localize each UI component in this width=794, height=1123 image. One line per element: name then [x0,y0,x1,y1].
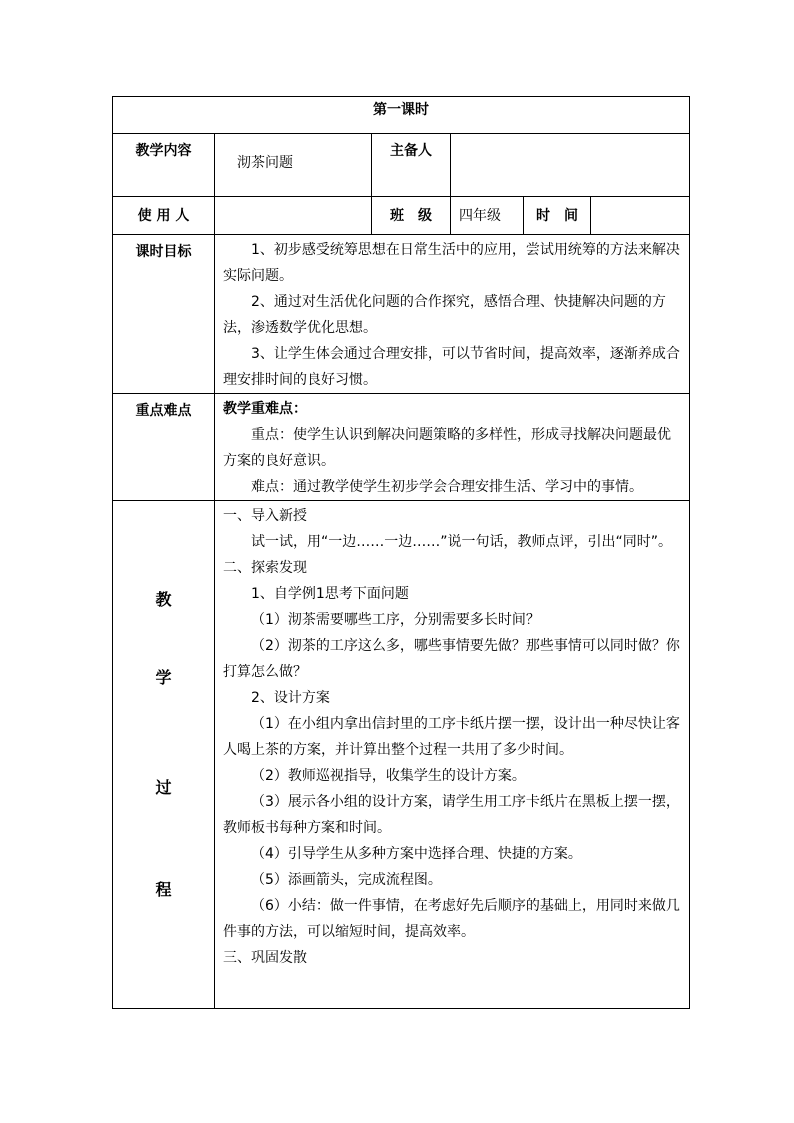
user-row [113,197,690,235]
class-value: 四年级 [451,197,524,235]
time-label: 时 间 [524,197,591,235]
process-content [215,501,690,1009]
process-label-char: 程 [155,880,172,899]
keypoints-label: 重点难点 [113,394,215,501]
process-line: 三、巩固发散 [223,950,307,966]
keypoints-row [113,394,690,501]
keypoints-content [215,394,690,501]
process-line: （2）教师巡视指导，收集学生的设计方案。 [251,768,526,784]
keypoints-heading: 教学重难点： [223,401,307,417]
keypoint-item: 难点：通过教学使学生初步学会合理安排生活、学习中的事情。 [251,479,643,495]
content-value: 沏茶问题 [215,134,372,197]
objective-item: 1、初步感受统筹思想在日常生活中的应用，尝试用统筹的方法来解决实际问题。 [223,242,680,284]
process-line: （2）沏茶的工序这么多，哪些事情要先做？那些事情可以同时做？你打算怎么做？ [223,638,680,680]
process-row [113,501,690,1009]
process-line: 试一试，用“一边……一边……”说一句话，教师点评，引出“同时”。 [251,534,673,550]
process-line: （1）沏茶需要哪些工序，分别需要多长时间？ [251,612,540,628]
process-line: （1）在小组内拿出信封里的工序卡纸片摆一摆，设计出一种尽快让客人喝上茶的方案，并计算出整个过程一共用了多少时间。 [223,716,680,758]
user-label: 使 用 人 [113,197,215,235]
objective-item: 2、通过对生活优化问题的合作探究，感悟合理、快捷解决问题的方法，渗透数学优化思想。 [223,294,666,336]
title-row [113,97,690,134]
process-label-char: 教 [155,590,172,609]
prep-label: 主备人 [372,134,451,197]
process-line: 1、自学例1思考下面问题 [251,586,409,602]
content-row [113,134,690,197]
process-line: 二、探索发现 [223,560,307,576]
process-line: 一、导入新授 [223,508,307,524]
process-label [113,501,215,1009]
time-value [591,197,690,235]
objective-item: 3、让学生体会通过合理安排，可以节省时间，提高效率，逐渐养成合理安排时间的良好习惯。 [223,346,680,388]
process-line: （5）添画箭头，完成流程图。 [251,872,442,888]
objectives-content [215,235,690,394]
process-line: 2、设计方案 [251,690,330,706]
process-line: （3）展示各小组的设计方案，请学生用工序卡纸片在黑板上摆一摆，教师板书每种方案和时间。 [223,794,680,836]
class-label: 班 级 [372,197,451,235]
process-label-char: 学 [155,668,172,687]
objectives-row [113,235,690,394]
lesson-plan-table [112,96,690,1009]
content-label: 教学内容 [113,134,215,197]
process-line: （6）小结：做一件事情，在考虑好先后顺序的基础上，用同时来做几件事的方法，可以缩短时间，提高效率。 [223,898,680,940]
user-value [215,197,372,235]
keypoint-item: 重点：使学生认识到解决问题策略的多样性，形成寻找解决问题最优方案的良好意识。 [223,427,671,469]
objectives-label: 课时目标 [113,235,215,394]
process-label-char: 过 [155,778,172,797]
process-line: （4）引导学生从多种方案中选择合理、快捷的方案。 [251,846,582,862]
prep-value [451,134,690,197]
lesson-title: 第一课时 [113,97,690,134]
